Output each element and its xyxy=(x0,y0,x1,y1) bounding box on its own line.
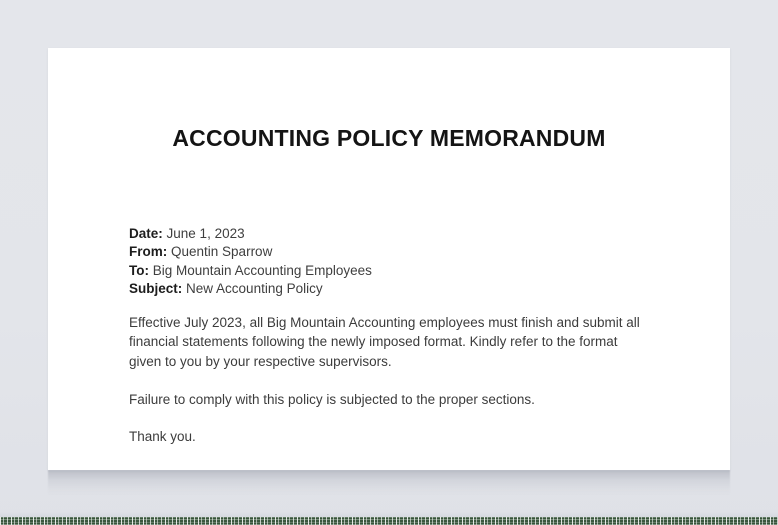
page-drop-shadow xyxy=(48,470,730,496)
memo-field-subject-value: New Accounting Policy xyxy=(186,281,323,297)
memo-field-subject-label: Subject: xyxy=(129,281,183,297)
memo-field-date-label: Date: xyxy=(129,226,163,241)
memo-field-to-label: To: xyxy=(129,262,149,278)
memo-field-from-value: Quentin Sparrow xyxy=(171,244,273,260)
memo-field-subject xyxy=(129,280,669,298)
memo-field-from-label: From: xyxy=(129,244,168,260)
memo-field-date-value: June 1, 2023 xyxy=(166,226,245,241)
memo-field-to-value: Big Mountain Accounting Employees xyxy=(152,262,372,278)
memo-field-date xyxy=(129,225,669,243)
body-closing-line: Thank you. xyxy=(129,429,196,444)
body-paragraph-2: Failure to comply with this policy is subjected to the proper sections. xyxy=(129,392,535,407)
page-title: ACCOUNTING POLICY MEMORANDUM xyxy=(172,125,606,151)
memo-field-from xyxy=(129,243,669,261)
bottom-accent-band xyxy=(0,517,778,525)
body-paragraph-1: Effective July 2023, all Big Mountain Accounting employees must finish and submit all financial statements following the newly imposed format. Kindly refer to the format given to you by your respective supervisors. xyxy=(129,315,640,369)
document-page xyxy=(48,48,730,470)
memo-header-fields xyxy=(129,225,669,299)
memo-field-to xyxy=(129,262,669,280)
